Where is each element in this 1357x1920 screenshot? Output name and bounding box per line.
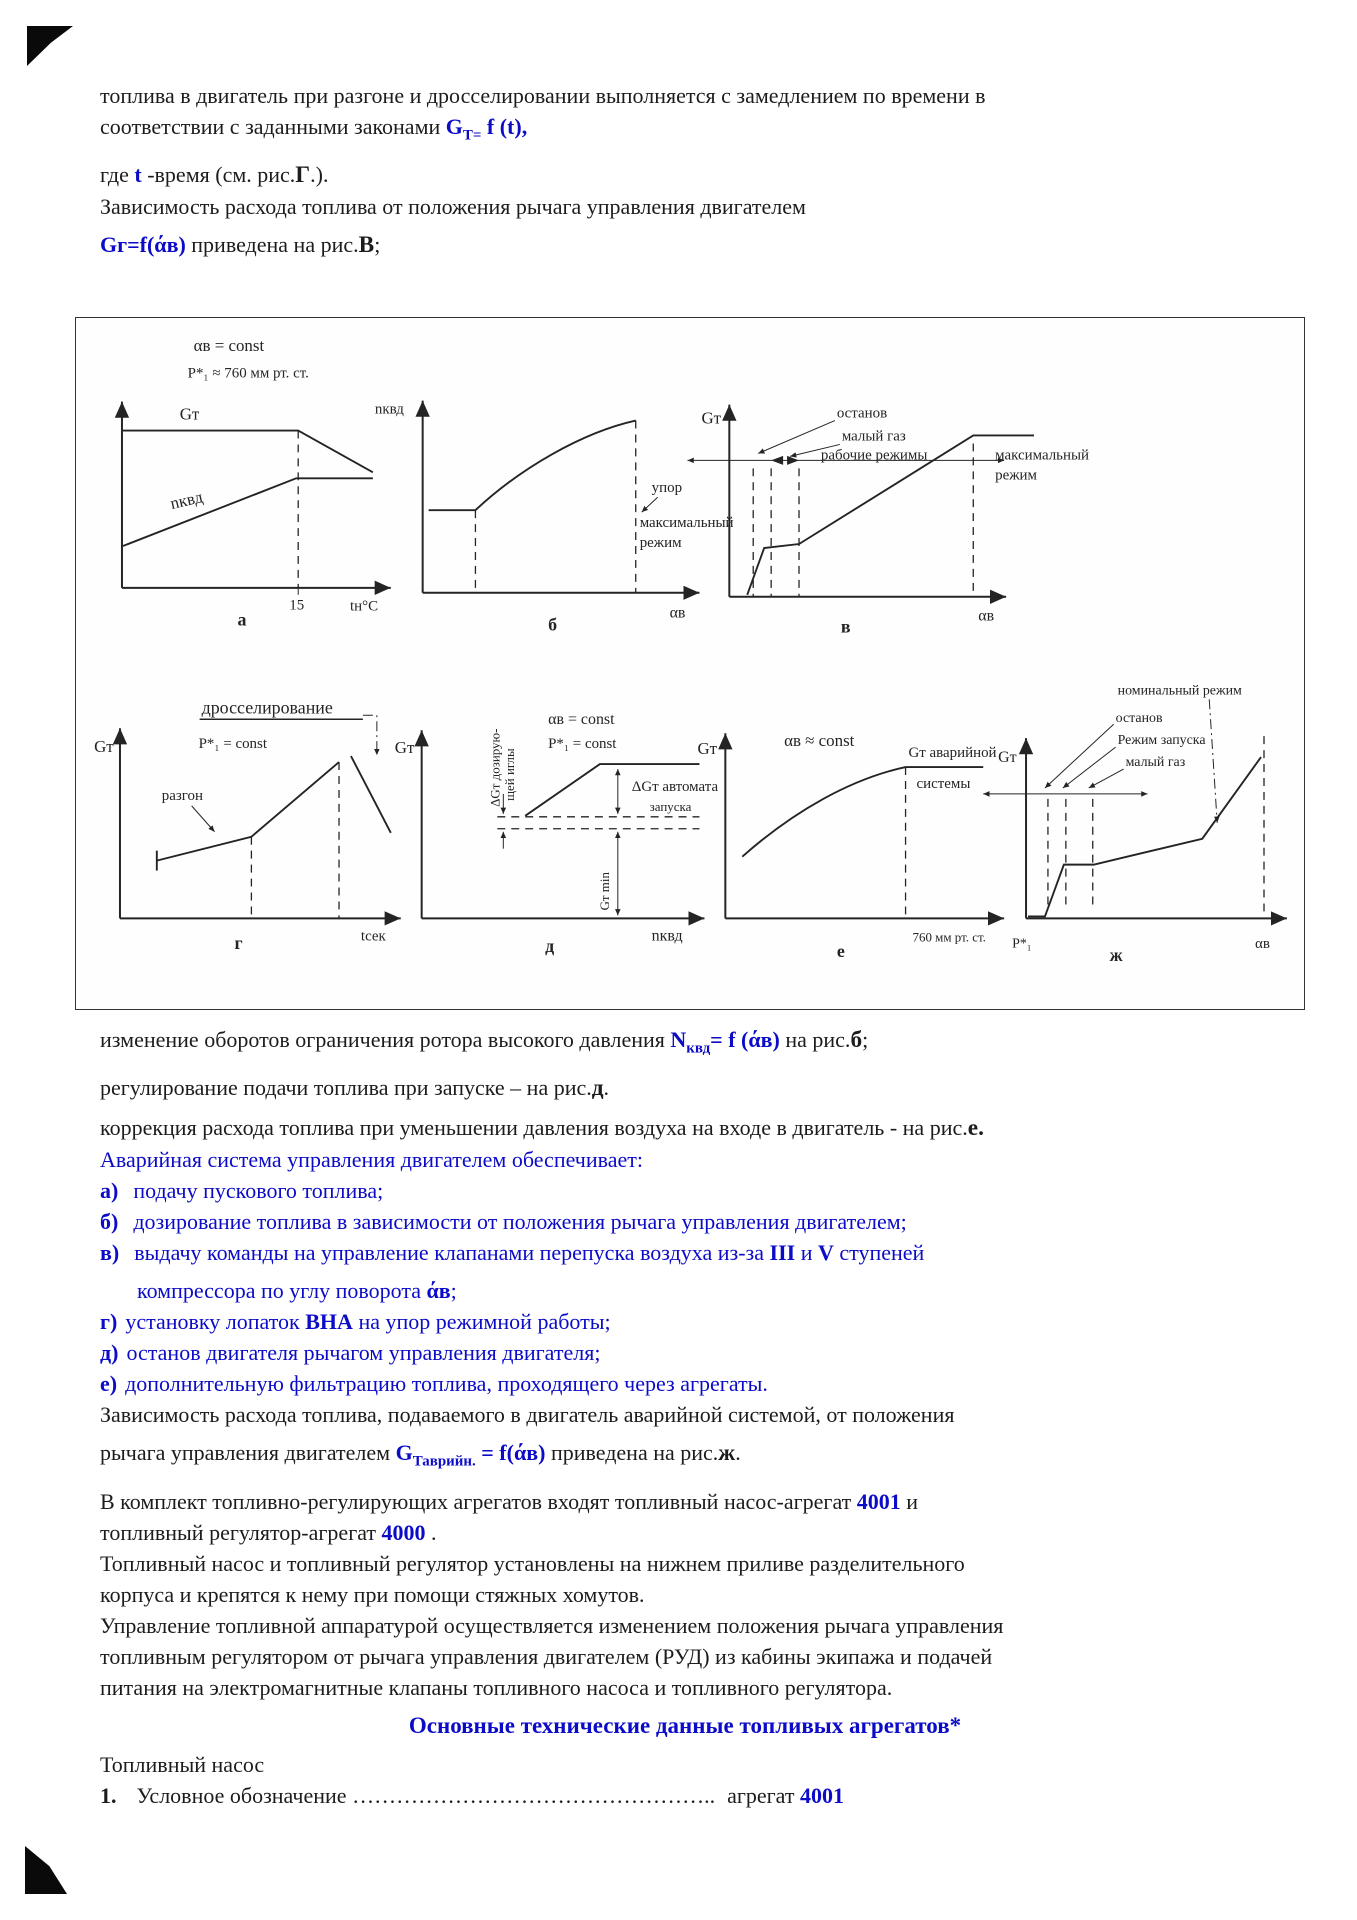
list-marker: б) <box>100 1209 119 1235</box>
annotation-rab-rezhimy: рабочие режимы <box>820 447 928 464</box>
text-run: квд <box>686 1040 711 1057</box>
text-run: питания на электромагнитные клапаны топливного насоса и топливного регулятора. <box>100 1674 893 1700</box>
pump-section-title <box>100 1749 1270 1780</box>
condition-label: P*₁ = const <box>548 736 617 753</box>
text-run: f (t), <box>481 114 528 139</box>
text-run: изменение оборотов ограничения ротора высокого давления <box>100 1027 671 1052</box>
text-run: приведена на рис. <box>545 1440 719 1466</box>
text-run: Зависимость расхода топлива от положения рычага управления двигателем <box>100 194 806 220</box>
condition-label: αв ≈ const <box>784 731 855 751</box>
curve-label-nkvd: nквд <box>168 487 205 514</box>
list-item <box>100 1175 1270 1206</box>
annotation-max: максимальный <box>639 515 734 532</box>
y-axis-label: Gт <box>94 737 114 757</box>
paragraph-line <box>100 1112 1270 1144</box>
text-run: В комплект топливно-регулирующих агрегатов входят топливный насос-агрегат <box>100 1488 857 1514</box>
item-number: 1. <box>100 1782 117 1808</box>
paragraph-line <box>100 191 1270 222</box>
text-run: ; <box>450 1278 457 1304</box>
unit-number: 4001 <box>799 1782 844 1808</box>
text-run: Топливный насос и топливный регулятор установлены на нижнем приливе разделительного <box>100 1550 965 1576</box>
paragraph-line <box>100 1548 1270 1579</box>
figure-box <box>75 317 1305 1010</box>
formula-alpha: άв <box>426 1278 451 1304</box>
text-run: .). <box>310 162 329 188</box>
formula-gg: Gг=f(άв) <box>100 232 186 258</box>
annotation-dg-avtomata: запуска <box>649 798 692 814</box>
text-run: Аварийная система управления двигателем обеспечивает: <box>100 1147 643 1173</box>
figure-ref: б <box>850 1027 863 1053</box>
text-run: . <box>603 1075 610 1101</box>
section-heading: Основные технические данные топливых агрегатов* <box>408 1712 962 1738</box>
panel-a <box>122 336 391 630</box>
annotation-max: режим <box>995 467 1037 484</box>
formula-gt-avar <box>395 1440 546 1470</box>
annotation-maly-gaz: малый газ <box>841 428 906 445</box>
annotation-nominal: номинальный режим <box>1117 683 1242 699</box>
paragraph-line <box>100 1144 1270 1175</box>
text-run: Таврийн. <box>412 1453 476 1470</box>
paragraph-line <box>100 1517 1270 1548</box>
text-run: G <box>395 1440 413 1466</box>
paragraph-line <box>100 1641 1270 1672</box>
paragraph-line <box>100 1486 1270 1517</box>
annotation-dg-avtomata: ΔGт автомата <box>631 778 719 795</box>
condition-label: P*₁ ≈ 760 мм рт. ст. <box>187 365 309 382</box>
annotation-razgon: разгон <box>161 787 203 804</box>
annotation-dg-igly: ΔGт дозирую- <box>487 728 503 807</box>
annotation-gt-min: Gт min <box>596 872 612 911</box>
paragraph-line <box>100 159 1270 191</box>
text-run: . <box>425 1519 437 1545</box>
panel-title-drosselirovanie: дросселирование <box>201 697 333 718</box>
text-run: на рис. <box>779 1027 851 1052</box>
figure-ref: ж <box>718 1440 736 1467</box>
unit-number: 4001 <box>856 1488 901 1514</box>
text-run: ; <box>374 232 381 258</box>
figure-ref: В <box>358 232 375 259</box>
paragraph-line <box>100 1399 1270 1430</box>
text-run: и <box>795 1240 818 1266</box>
figure-ref: д <box>591 1075 604 1102</box>
panel-label: ж <box>1109 945 1123 966</box>
annotation-zapusk: Режим запуска <box>1117 733 1206 749</box>
annotation-dg-igly: щей иглы <box>502 748 518 801</box>
text-run: топлива в двигатель при разгоне и дросселировании выполняется с замедлением по времени в <box>100 83 986 108</box>
stage-iii: III <box>769 1240 796 1266</box>
text-run: топливным регулятором от рычага управления двигателем (РУД) из кабины экипажа и подачей <box>100 1643 993 1669</box>
y-axis-label: Gт <box>394 738 415 758</box>
figure-ref: е. <box>967 1115 984 1142</box>
formula-gt <box>445 114 528 144</box>
text-run: . <box>735 1440 741 1466</box>
list-item <box>100 1368 1270 1399</box>
text-run: ; <box>862 1027 869 1052</box>
panel-label: в <box>840 616 851 637</box>
panel-label: а <box>237 609 247 630</box>
figure-ref: Г <box>295 162 311 189</box>
annotation-avar-sistema: Gт аварийной <box>908 745 997 762</box>
scan-artifact-bottom-left <box>25 1846 67 1894</box>
condition-label: αв = const <box>193 335 265 355</box>
panel-g <box>94 697 401 953</box>
text-run: где <box>100 162 135 188</box>
scan-artifact-top-left <box>27 26 73 66</box>
panel-label: д <box>545 936 555 957</box>
text-run: коррекция расхода топлива при уменьшении давления воздуха на входе в двигатель - на рис. <box>100 1115 968 1141</box>
text-run: Т= <box>462 127 482 144</box>
axis-tick: 760 мм рт. ст. <box>912 929 986 945</box>
body-text <box>100 1024 1270 1811</box>
list-marker: г) <box>100 1309 118 1335</box>
stage-v: V <box>817 1240 834 1266</box>
panel-label: е <box>836 941 845 962</box>
condition-label: P*₁ = const <box>198 736 267 753</box>
list-marker: а) <box>100 1178 119 1204</box>
list-marker: в) <box>100 1240 120 1266</box>
paragraph-line <box>100 111 1270 151</box>
panel-b <box>375 401 734 635</box>
panel-v <box>688 405 1089 637</box>
axis-tick: 15 <box>289 597 305 614</box>
panel-d <box>395 711 719 956</box>
x-axis-label: αв <box>978 607 995 625</box>
list-item <box>100 1306 1270 1337</box>
paragraph-line <box>100 1610 1270 1641</box>
x-axis-label: nквд <box>651 927 683 945</box>
text-run: Топливный насос <box>100 1751 265 1777</box>
list-item <box>100 1337 1270 1368</box>
list-item <box>100 1206 1270 1237</box>
figure-diagram <box>76 318 1303 1008</box>
text-run: установку лопаток <box>125 1309 306 1335</box>
text-run: ступеней <box>833 1240 925 1266</box>
text-run: регулирование подачи топлива при запуске – на рис. <box>100 1075 592 1101</box>
list-marker: е) <box>100 1371 118 1397</box>
paragraph-line <box>100 1437 1270 1477</box>
y-axis-label: Gт <box>701 408 722 428</box>
y-axis-label: Gт <box>697 739 718 759</box>
text-run: и <box>900 1488 919 1514</box>
panel-e <box>697 731 1031 961</box>
formula-nkvd <box>670 1027 780 1057</box>
text-run: = f (άв) <box>710 1027 780 1052</box>
paragraph-line <box>100 1072 1270 1104</box>
x-axis-label: αв <box>1255 936 1270 953</box>
x-axis-label: tсек <box>360 928 386 945</box>
text-run: останов двигателя рычагом управления двигателя; <box>126 1340 601 1366</box>
annotation-maly-gaz: малый газ <box>1125 755 1186 771</box>
text-run: G <box>445 114 463 139</box>
annotation-ostanov: останов <box>836 405 888 422</box>
condition-label: αв = const <box>548 711 615 729</box>
annotation-upor: упор <box>651 480 683 497</box>
text-run: топливный регулятор-агрегат <box>100 1519 382 1545</box>
item-label: Условное обозначение <box>136 1782 353 1808</box>
list-item-continuation <box>100 1275 1270 1306</box>
curve-label-gt: Gт <box>179 404 200 424</box>
list-item <box>100 1237 1270 1268</box>
paragraph-line <box>100 80 1270 111</box>
annotation-max: максимальный <box>995 447 1089 464</box>
text-run: дозирование топлива в зависимости от положения рычага управления двигателем; <box>133 1209 907 1235</box>
paragraph-line <box>100 229 1270 261</box>
y-axis-label: Gт <box>998 749 1017 767</box>
paragraph-line <box>100 1672 1270 1703</box>
annotation-avar-sistema: системы <box>916 775 971 792</box>
x-axis-label: P*₁ <box>1012 936 1032 952</box>
paragraph-line <box>100 1579 1270 1610</box>
unit-number: 4000 <box>381 1519 426 1545</box>
vna-label: ВНА <box>305 1309 353 1335</box>
text-run: корпуса и крепятся к нему при помощи стяжных хомутов. <box>100 1581 645 1607</box>
text-run: выдачу команды на управление клапанами перепуска воздуха из-за <box>134 1240 770 1266</box>
annotation-max: режим <box>639 535 682 552</box>
dot-leader: ………………………………………….. <box>352 1782 716 1808</box>
x-axis-label: αв <box>669 604 686 622</box>
annotation-ostanov: останов <box>1115 711 1163 727</box>
text-run: Управление топливной аппаратурой осуществляется изменением положения рычага управления <box>100 1612 1004 1638</box>
paragraph-line <box>100 1024 1270 1064</box>
text-run: компрессора по углу поворота <box>137 1278 427 1304</box>
intro-text <box>100 80 1270 261</box>
list-marker: д) <box>100 1340 119 1366</box>
text-run: -время (см. рис. <box>141 162 296 188</box>
spec-item <box>100 1780 1270 1811</box>
panel-label: г <box>234 933 243 954</box>
y-axis-label: nквд <box>374 401 404 418</box>
formula-t: t <box>134 162 142 188</box>
item-unit: агрегат <box>727 1782 800 1808</box>
panel-label: б <box>548 614 558 635</box>
text-run: = f(άв) <box>475 1440 546 1466</box>
text-run: дополнительную фильтрацию топлива, проходящего через агрегаты. <box>125 1371 768 1397</box>
text-run: Зависимость расхода топлива, подаваемого в двигатель аварийной системой, от положения <box>100 1402 955 1428</box>
text-run: подачу пускового топлива; <box>133 1178 384 1204</box>
panel-zh <box>983 683 1287 965</box>
text-run: N <box>670 1027 687 1052</box>
text-run: рычага управления двигателем <box>100 1440 396 1466</box>
x-axis-label: tн°C <box>349 598 379 615</box>
text-run: приведена на рис. <box>185 232 359 258</box>
text-run: на упор режимной работы; <box>352 1309 611 1335</box>
text-run: соответствии с заданными законами <box>100 114 446 139</box>
